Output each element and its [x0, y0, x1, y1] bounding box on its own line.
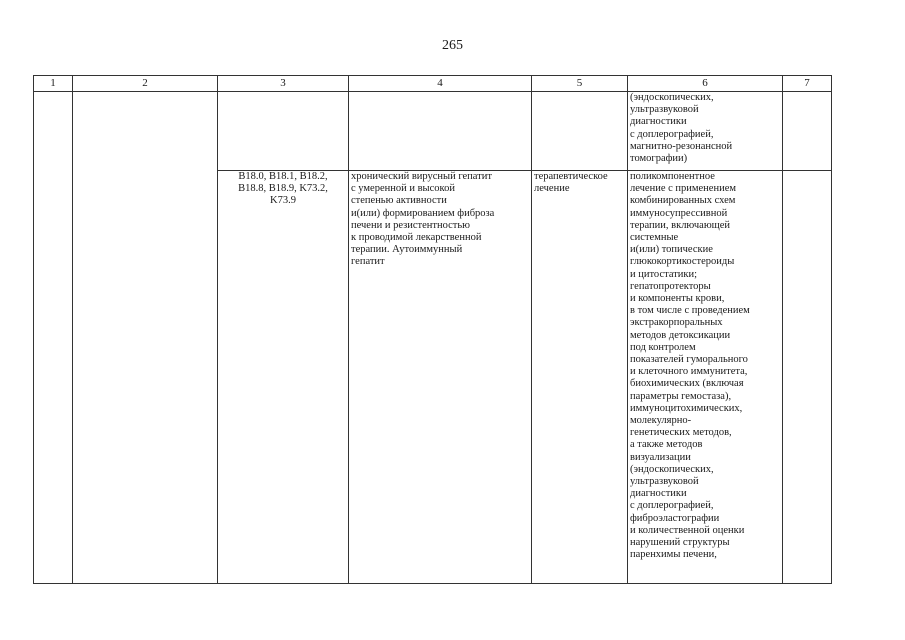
column-number-row [34, 76, 832, 92]
column-header-1: 1 [34, 76, 73, 92]
treatment-type-cell: терапевтическое лечение [532, 171, 628, 584]
table-row [34, 92, 832, 171]
page-number: 265 [442, 38, 463, 53]
column-header-2: 2 [73, 76, 218, 92]
table-cell [349, 92, 532, 171]
column-header-6: 6 [628, 76, 783, 92]
icd-codes-cell: B18.0, B18.1, B18.2, B18.8, B18.9, K73.2, K73.9 [218, 171, 349, 584]
column-header-7: 7 [783, 76, 832, 92]
method-cell: (эндоскопических, ультразвуковой диагностики с доплерографией, магнитно-резонансной томографии) [628, 92, 783, 171]
column-header-5: 5 [532, 76, 628, 92]
diagnosis-cell: хронический вирусный гепатит с умеренной и высокой степенью активности и(или) формированием фиброза печени и резистентностью к проводимой лекарственной терапии. Аутоиммунный гепатит [349, 171, 532, 584]
table-cell [783, 92, 832, 171]
table-cell [783, 171, 832, 584]
method-cell: поликомпонентное лечение с применением комбинированных схем иммуносупрессивной терапии, включающей системные и(или) топические глюкокортикостероиды и цитостатики; гепатопротекторы и компоненты крови, в том числе с проведением экстракорпоральных методов детоксикации под контролем показателей гуморального и клеточного иммунитета, биохимических (включая параметры гемостаза), иммуноцитохимических, молекулярно- генетических методов, а также методов визуализации (эндоскопических, ультразвуковой диагностики с доплерографией, фиброэластографии и количественной оценки нарушений структуры паренхимы печени, [628, 171, 783, 584]
column-header-3: 3 [218, 76, 349, 92]
medical-care-table [33, 75, 832, 584]
table-cell [532, 92, 628, 171]
table-cell [218, 92, 349, 171]
column-header-4: 4 [349, 76, 532, 92]
table-cell [34, 92, 73, 584]
table-cell [73, 92, 218, 584]
